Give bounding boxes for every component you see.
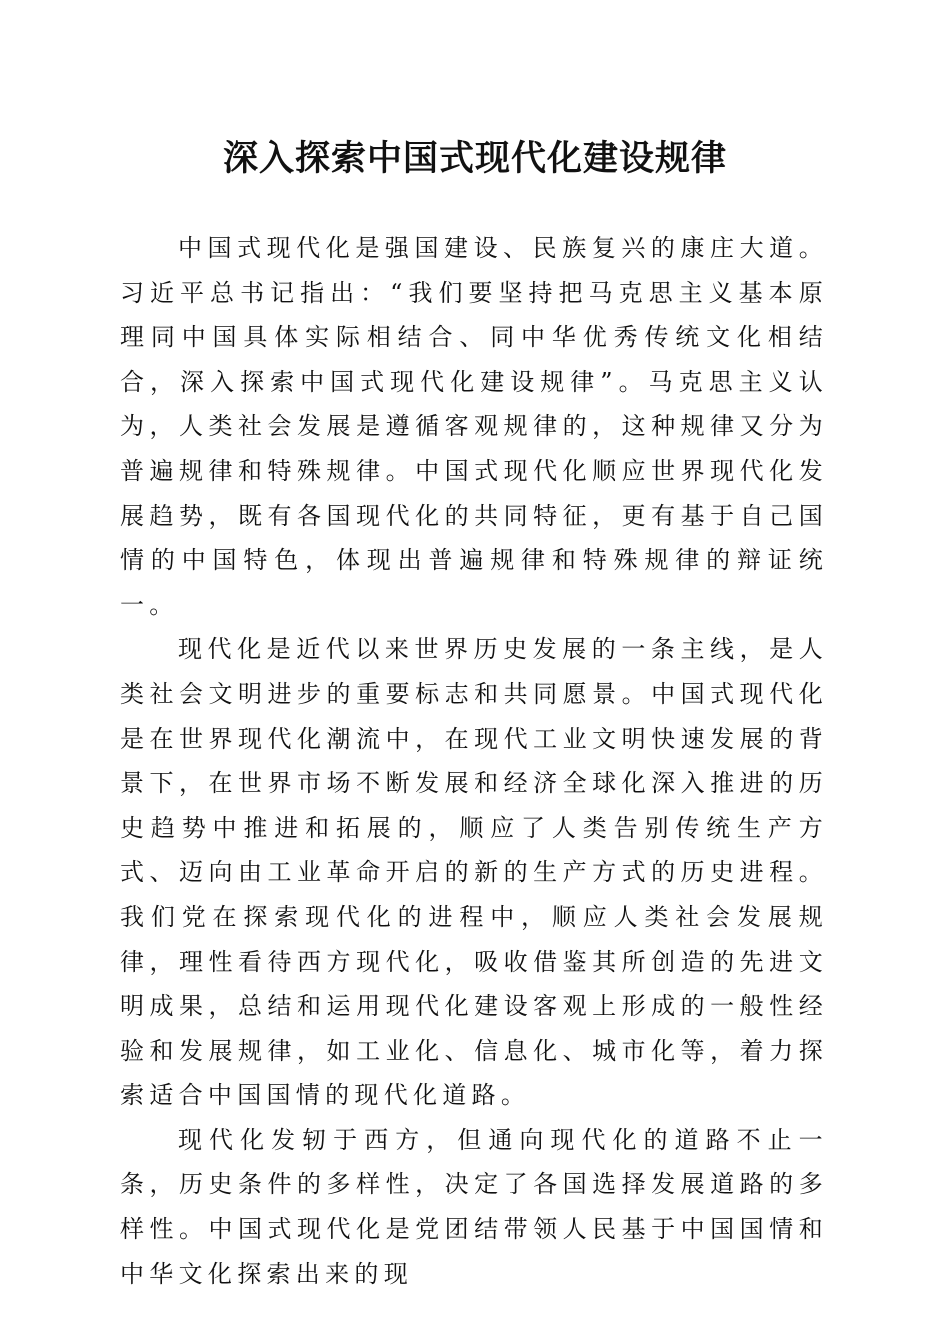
document-body [120, 226, 828, 1296]
paragraph-1: 中国式现代化是强国建设、民族复兴的康庄大道。习近平总书记指出：“我们要坚持把马克思主义基本原理同中国具体实际相结合、同中华优秀传统文化相结合，深入探索中国式现代化建设规律”。马克思主义认为，人类社会发展是遵循客观规律的，这种规律又分为普遍规律和特殊规律。中国式现代化顺应世界现代化发展趋势，既有各国现代化的共同特征，更有基于自己国情的中国特色，体现出普遍规律和特殊规律的辩证统一。 [120, 234, 828, 619]
paragraph-3: 现代化发轫于西方，但通向现代化的道路不止一条，历史条件的多样性，决定了各国选择发展道路的多样性。中国式现代化是党团结带领人民基于中国国情和中华文化探索出来的现 [120, 1125, 828, 1288]
paragraph-2: 现代化是近代以来世界历史发展的一条主线，是人类社会文明进步的重要标志和共同愿景。中国式现代化是在世界现代化潮流中，在现代工业文明快速发展的背景下，在世界市场不断发展和经济全球化深入推进的历史趋势中推进和拓展的，顺应了人类告别传统生产方式、迈向由工业革命开启的新的生产方式的历史进程。我们党在探索现代化的进程中，顺应人类社会发展规律，理性看待西方现代化，吸收借鉴其所创造的先进文明成果，总结和运用现代化建设客观上形成的一般性经验和发展规律，如工业化、信息化、城市化等，着力探索适合中国国情的现代化道路。 [120, 635, 828, 1110]
document-title: 深入探索中国式现代化建设规律 [222, 138, 727, 179]
